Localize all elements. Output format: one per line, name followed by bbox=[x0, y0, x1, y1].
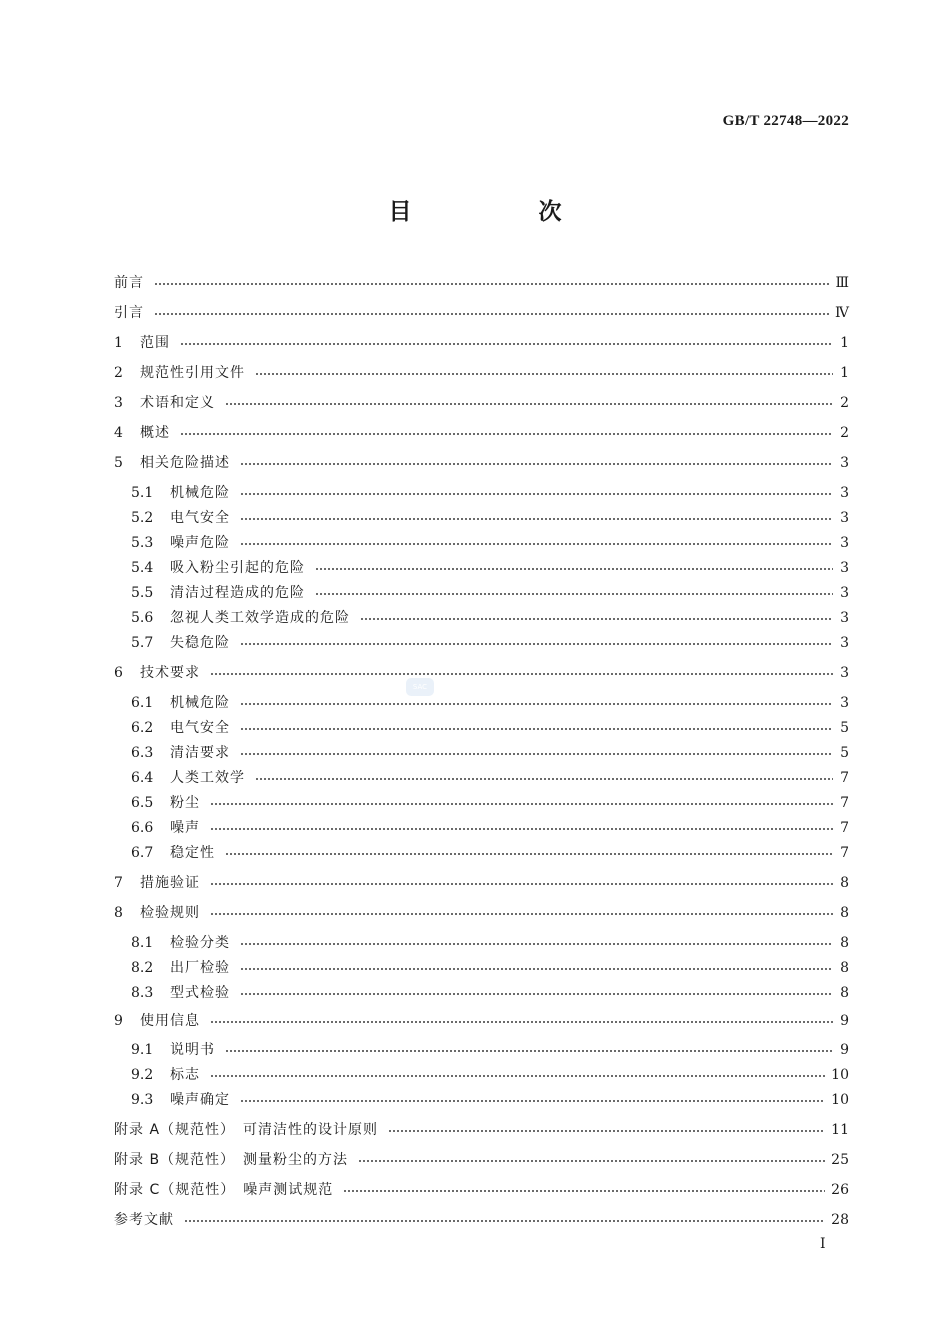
toc-entry-page: Ⅳ bbox=[835, 305, 849, 321]
toc-entry-annex-c[interactable] bbox=[114, 1177, 849, 1203]
toc-entry-6-2[interactable] bbox=[114, 715, 849, 741]
toc-entry-number: 5.4 bbox=[131, 560, 154, 576]
toc-entry-8[interactable] bbox=[114, 900, 849, 926]
dot-leader bbox=[225, 853, 833, 855]
toc-entry-foreword[interactable] bbox=[114, 270, 849, 296]
toc-entry-1[interactable] bbox=[114, 330, 849, 356]
toc-entry-number: 3 bbox=[114, 395, 123, 411]
toc-entry-page: 3 bbox=[840, 455, 849, 471]
toc-entry-title: 参考文献 bbox=[114, 1212, 174, 1228]
toc-entry-title: 人类工效学 bbox=[170, 770, 245, 786]
toc-entry-page: 8 bbox=[840, 875, 849, 891]
toc-entry-2[interactable] bbox=[114, 360, 849, 386]
toc-entry-5-6[interactable] bbox=[114, 605, 849, 631]
dot-leader bbox=[210, 803, 833, 805]
toc-entry-page: 8 bbox=[840, 960, 849, 976]
toc-entry-5-7[interactable] bbox=[114, 630, 849, 656]
dot-leader bbox=[180, 433, 833, 435]
dot-leader bbox=[154, 283, 829, 285]
toc-entry-number: 8 bbox=[114, 905, 123, 921]
toc-entry-title: 噪声危险 bbox=[170, 535, 230, 551]
toc-entry-title: 标志 bbox=[170, 1067, 200, 1083]
dot-leader bbox=[315, 568, 833, 570]
toc-entry-9[interactable] bbox=[114, 1008, 849, 1034]
dot-leader bbox=[210, 1021, 833, 1023]
toc-entry-number: 5.5 bbox=[131, 585, 154, 601]
toc-entry-title: 清洁要求 bbox=[170, 745, 230, 761]
toc-entry-title: 失稳危险 bbox=[170, 635, 230, 651]
toc-entry-6-7[interactable] bbox=[114, 840, 849, 866]
toc-entry-title: 噪声 bbox=[170, 820, 200, 836]
toc-entry-page: 3 bbox=[840, 485, 849, 501]
toc-entry-number: 7 bbox=[114, 875, 123, 891]
toc-entry-page: 10 bbox=[831, 1067, 849, 1083]
toc-entry-number: 8.2 bbox=[131, 960, 154, 976]
toc-entry-title: 技术要求 bbox=[140, 665, 200, 681]
toc-entry-5-3[interactable] bbox=[114, 530, 849, 556]
dot-leader bbox=[315, 593, 833, 595]
toc-entry-page: 3 bbox=[840, 610, 849, 626]
toc-entry-page: 1 bbox=[840, 335, 849, 351]
dot-leader bbox=[240, 463, 833, 465]
toc-entry-number: 6.6 bbox=[131, 820, 154, 836]
watermark-logo: SAC bbox=[406, 678, 434, 696]
dot-leader bbox=[255, 778, 833, 780]
dot-leader bbox=[210, 673, 833, 675]
toc-entry-title: 检验分类 bbox=[170, 935, 230, 951]
toc-entry-6-3[interactable] bbox=[114, 740, 849, 766]
toc-entry-page: 7 bbox=[840, 820, 849, 836]
toc-entry-title: 吸入粉尘引起的危险 bbox=[170, 560, 305, 576]
toc-entry-page: 3 bbox=[840, 510, 849, 526]
toc-entry-6-5[interactable] bbox=[114, 790, 849, 816]
toc-entry-number: 9.2 bbox=[131, 1067, 154, 1083]
toc-entry-title: 相关危险描述 bbox=[140, 455, 230, 471]
dot-leader bbox=[360, 618, 833, 620]
toc-entry-page: 1 bbox=[840, 365, 849, 381]
dot-leader bbox=[240, 1100, 825, 1102]
toc-entry-title: 附录 B（规范性） 测量粉尘的方法 bbox=[114, 1152, 349, 1168]
dot-leader bbox=[240, 968, 833, 970]
dot-leader bbox=[180, 343, 833, 345]
toc-entry-6-6[interactable] bbox=[114, 815, 849, 841]
toc-entry-title: 出厂检验 bbox=[170, 960, 230, 976]
toc-entry-5[interactable] bbox=[114, 450, 849, 476]
dot-leader bbox=[240, 518, 833, 520]
toc-entry-title: 电气安全 bbox=[170, 510, 230, 526]
toc-entry-title: 附录 A（规范性） 可清洁性的设计原则 bbox=[114, 1122, 379, 1138]
dot-leader bbox=[225, 1050, 833, 1052]
toc-entry-page: 9 bbox=[840, 1042, 849, 1058]
toc-entry-page: 3 bbox=[840, 585, 849, 601]
toc-entry-3[interactable] bbox=[114, 390, 849, 416]
toc-entry-9-1[interactable] bbox=[114, 1037, 849, 1063]
toc-entry-number: 9.1 bbox=[131, 1042, 154, 1058]
toc-entry-page: 3 bbox=[840, 665, 849, 681]
toc-entry-title: 说明书 bbox=[170, 1042, 215, 1058]
toc-entry-page: 9 bbox=[840, 1013, 849, 1029]
toc-entry-title: 检验规则 bbox=[140, 905, 200, 921]
dot-leader bbox=[210, 1075, 825, 1077]
dot-leader bbox=[388, 1130, 825, 1132]
toc-entry-title: 前言 bbox=[114, 275, 144, 291]
toc-entry-5-4[interactable] bbox=[114, 555, 849, 581]
toc-entry-number: 6.1 bbox=[131, 695, 154, 711]
toc-entry-annex-b[interactable] bbox=[114, 1147, 849, 1173]
toc-entry-bibliography[interactable] bbox=[114, 1207, 849, 1233]
toc-entry-introduction[interactable] bbox=[114, 300, 849, 326]
dot-leader bbox=[358, 1160, 825, 1162]
toc-entry-title: 粉尘 bbox=[170, 795, 200, 811]
toc-entry-page: 2 bbox=[840, 425, 849, 441]
toc-entry-title: 概述 bbox=[140, 425, 170, 441]
toc-entry-8-2[interactable] bbox=[114, 955, 849, 981]
toc-entry-8-3[interactable] bbox=[114, 980, 849, 1006]
standard-code: GB/T 22748—2022 bbox=[722, 113, 849, 129]
toc-entry-number: 5.6 bbox=[131, 610, 154, 626]
toc-title: 目 次 bbox=[388, 199, 614, 225]
toc-entry-title: 使用信息 bbox=[140, 1013, 200, 1029]
toc-entry-number: 5 bbox=[114, 455, 123, 471]
toc-entry-page: 3 bbox=[840, 535, 849, 551]
toc-entry-title: 规范性引用文件 bbox=[140, 365, 245, 381]
dot-leader bbox=[240, 703, 833, 705]
toc-entry-number: 5.1 bbox=[131, 485, 154, 501]
toc-entry-title: 范围 bbox=[140, 335, 170, 351]
toc-entry-title: 附录 C（规范性） 噪声测试规范 bbox=[114, 1182, 334, 1198]
toc-entry-page: 8 bbox=[840, 905, 849, 921]
toc-entry-number: 5.2 bbox=[131, 510, 154, 526]
toc-entry-number: 8.1 bbox=[131, 935, 154, 951]
toc-entry-page: 10 bbox=[831, 1092, 849, 1108]
toc-entry-title: 引言 bbox=[114, 305, 144, 321]
dot-leader bbox=[240, 993, 833, 995]
toc-entry-title: 清洁过程造成的危险 bbox=[170, 585, 305, 601]
toc-entry-6-1[interactable] bbox=[114, 690, 849, 716]
toc-entry-title: 忽视人类工效学造成的危险 bbox=[170, 610, 350, 626]
toc-entry-title: 措施验证 bbox=[140, 875, 200, 891]
dot-leader bbox=[184, 1220, 825, 1222]
toc-entry-8-1[interactable] bbox=[114, 930, 849, 956]
dot-leader bbox=[210, 913, 833, 915]
toc-entry-number: 9 bbox=[114, 1013, 123, 1029]
toc-entry-page: 25 bbox=[831, 1152, 849, 1168]
toc-entry-page: 5 bbox=[840, 745, 849, 761]
toc-entry-number: 9.3 bbox=[131, 1092, 154, 1108]
toc-entry-number: 6 bbox=[114, 665, 123, 681]
toc-entry-page: 3 bbox=[840, 695, 849, 711]
toc-entry-9-3[interactable] bbox=[114, 1087, 849, 1113]
toc-entry-page: 3 bbox=[840, 560, 849, 576]
toc-entry-number: 5.7 bbox=[131, 635, 154, 651]
toc-entry-7[interactable] bbox=[114, 870, 849, 896]
toc-entry-page: 7 bbox=[840, 770, 849, 786]
toc-entry-5-2[interactable] bbox=[114, 505, 849, 531]
toc-entry-title: 电气安全 bbox=[170, 720, 230, 736]
toc-entry-title: 机械危险 bbox=[170, 695, 230, 711]
toc-entry-number: 5.3 bbox=[131, 535, 154, 551]
toc-entry-title: 稳定性 bbox=[170, 845, 215, 861]
toc-entry-title: 型式检验 bbox=[170, 985, 230, 1001]
toc-entry-5-5[interactable] bbox=[114, 580, 849, 606]
dot-leader bbox=[210, 828, 833, 830]
toc-entry-title: 机械危险 bbox=[170, 485, 230, 501]
dot-leader bbox=[240, 943, 833, 945]
toc-entry-page: 5 bbox=[840, 720, 849, 736]
toc-entry-page: 11 bbox=[831, 1122, 849, 1138]
toc-entry-page: 26 bbox=[831, 1182, 849, 1198]
toc-entry-number: 2 bbox=[114, 365, 123, 381]
toc-entry-number: 6.4 bbox=[131, 770, 154, 786]
dot-leader bbox=[154, 313, 829, 315]
toc-entry-title: 噪声确定 bbox=[170, 1092, 230, 1108]
toc-entry-page: 3 bbox=[840, 635, 849, 651]
toc-entry-page: Ⅲ bbox=[835, 275, 849, 291]
toc-entry-page: 7 bbox=[840, 795, 849, 811]
dot-leader bbox=[255, 373, 833, 375]
toc-entry-6[interactable] bbox=[114, 660, 849, 686]
toc-entry-number: 4 bbox=[114, 425, 123, 441]
toc-entry-6-4[interactable] bbox=[114, 765, 849, 791]
toc-entry-page: 2 bbox=[840, 395, 849, 411]
toc-entry-4[interactable] bbox=[114, 420, 849, 446]
toc-entry-page: 28 bbox=[831, 1212, 849, 1228]
toc-entry-number: 6.2 bbox=[131, 720, 154, 736]
dot-leader bbox=[240, 728, 833, 730]
dot-leader bbox=[210, 883, 833, 885]
toc-entry-title: 术语和定义 bbox=[140, 395, 215, 411]
toc-entry-9-2[interactable] bbox=[114, 1062, 849, 1088]
toc-entry-annex-a[interactable] bbox=[114, 1117, 849, 1143]
dot-leader bbox=[240, 643, 833, 645]
toc-entry-page: 8 bbox=[840, 985, 849, 1001]
toc-entry-page: 8 bbox=[840, 935, 849, 951]
toc-entry-number: 6.3 bbox=[131, 745, 154, 761]
page-number: I bbox=[820, 1236, 826, 1252]
toc-entry-page: 7 bbox=[840, 845, 849, 861]
toc-entry-5-1[interactable] bbox=[114, 480, 849, 506]
toc-entry-number: 8.3 bbox=[131, 985, 154, 1001]
dot-leader bbox=[225, 403, 833, 405]
toc-entry-number: 1 bbox=[114, 335, 123, 351]
dot-leader bbox=[240, 753, 833, 755]
toc-entry-number: 6.5 bbox=[131, 795, 154, 811]
dot-leader bbox=[240, 493, 833, 495]
toc-entry-number: 6.7 bbox=[131, 845, 154, 861]
dot-leader bbox=[343, 1190, 825, 1192]
dot-leader bbox=[240, 543, 833, 545]
